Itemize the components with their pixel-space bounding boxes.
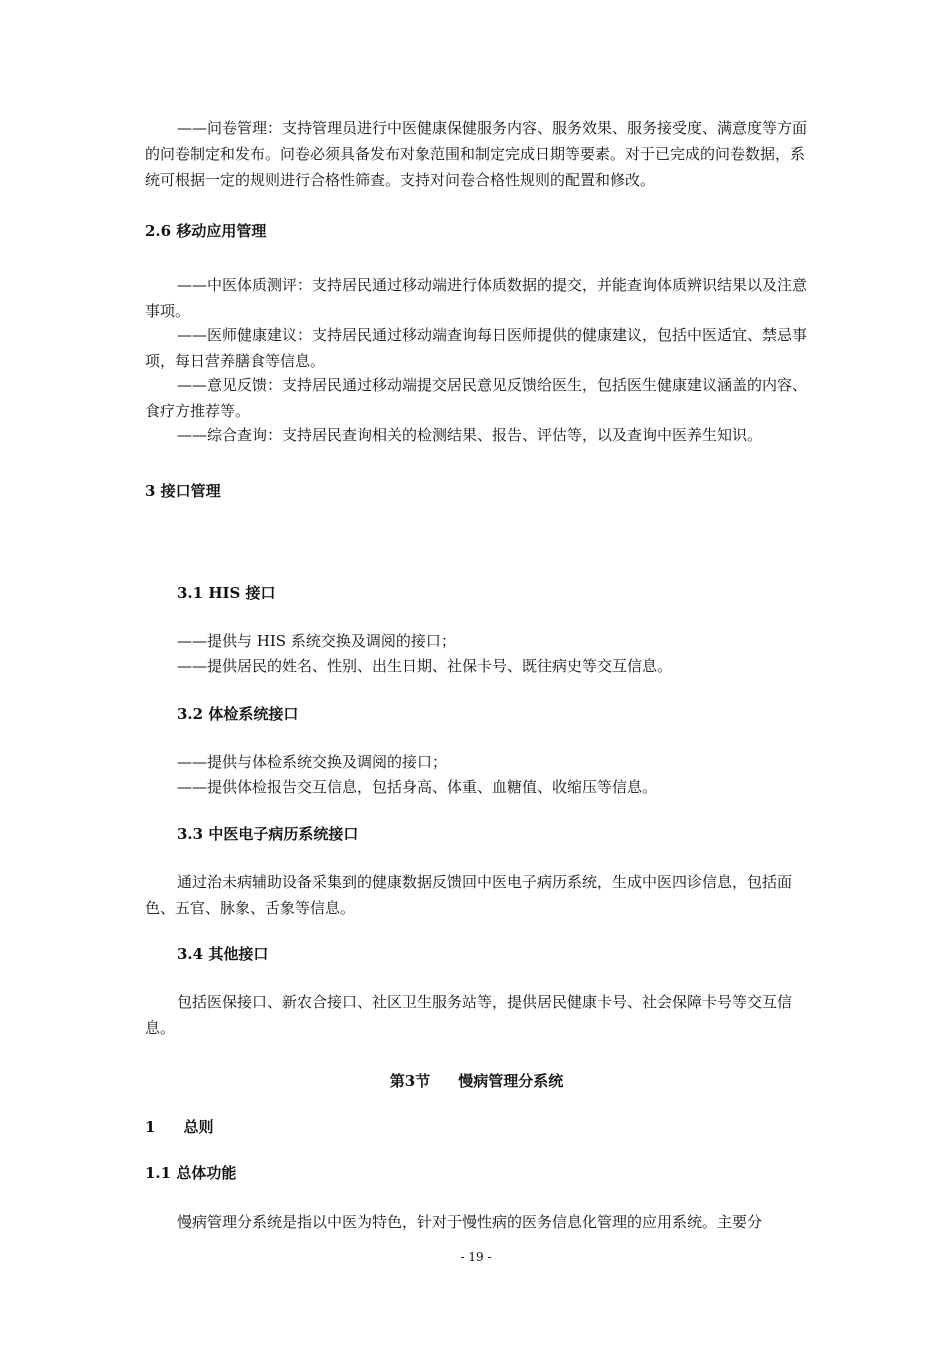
heading-1-1: 1.1 总体功能 <box>145 1164 237 1182</box>
heading-1-number: 1 <box>145 1118 156 1136</box>
heading-1 <box>145 1114 808 1140</box>
paragraph-chronic-intro: 慢病管理分系统是指以中医为特色，针对于慢性病的医务信息化管理的应用系统。主要分 <box>177 1213 763 1231</box>
paragraph-constitution-test: ——中医体质测评：支持居民通过移动端进行体质数据的提交，并能查询体质辨识结果以及注意事项。 <box>145 276 808 320</box>
heading-3-3: 3.3 中医电子病历系统接口 <box>177 825 359 843</box>
heading-3-4: 3.4 其他接口 <box>177 945 269 963</box>
paragraph-questionnaire: ——问卷管理：支持管理员进行中医健康保健服务内容、服务效果、服务接受度、满意度等方面的问卷制定和发布。问卷必须具备发布对象范围和制定完成日期等要素。对于已完成的问卷数据，系统可根据一定的规则进行合格性筛查。支持对问卷合格性规则的配置和修改。 <box>145 119 808 189</box>
paragraph-exam-2: ——提供体检报告交互信息，包括身高、体重、血糖值、收缩压等信息。 <box>177 778 658 796</box>
heading-3-1: 3.1 HIS 接口 <box>177 584 276 602</box>
paragraph-his-2: ——提供居民的姓名、性别、出生日期、社保卡号、既往病史等交互信息。 <box>177 657 673 675</box>
heading-1-title: 总则 <box>183 1118 214 1136</box>
section-number: 第3节 <box>389 1072 431 1090</box>
heading-3: 3 接口管理 <box>145 482 221 500</box>
heading-2-6: 2.6 移动应用管理 <box>145 222 267 240</box>
paragraph-feedback: ——意见反馈：支持居民通过移动端提交居民意见反馈给医生，包括医生健康建议涵盖的内容、食疗方推荐等。 <box>145 376 808 420</box>
paragraph-query: ——综合查询：支持居民查询相关的检测结果、报告、评估等，以及查询中医养生知识。 <box>177 426 763 444</box>
paragraph-doctor-advice: ——医师健康建议：支持居民通过移动端查询每日医师提供的健康建议，包括中医适宜、禁忌事项，每日营养膳食等信息。 <box>145 326 808 370</box>
heading-3-2: 3.2 体检系统接口 <box>177 705 299 723</box>
page-number: - 19 - <box>460 1250 492 1264</box>
section-heading <box>145 1068 808 1094</box>
section-title: 慢病管理分系统 <box>458 1072 564 1090</box>
paragraph-his-1: ——提供与 HIS 系统交换及调阅的接口； <box>177 632 456 650</box>
paragraph-other-interfaces: 包括医保接口、新农合接口、社区卫生服务站等，提供居民健康卡号、社会保障卡号等交互信息。 <box>145 993 793 1037</box>
paragraph-exam-1: ——提供与体检系统交换及调阅的接口； <box>177 753 448 771</box>
paragraph-emr: 通过治未病辅助设备采集到的健康数据反馈回中医电子病历系统，生成中医四诊信息，包括面色、五官、脉象、舌象等信息。 <box>145 873 793 917</box>
